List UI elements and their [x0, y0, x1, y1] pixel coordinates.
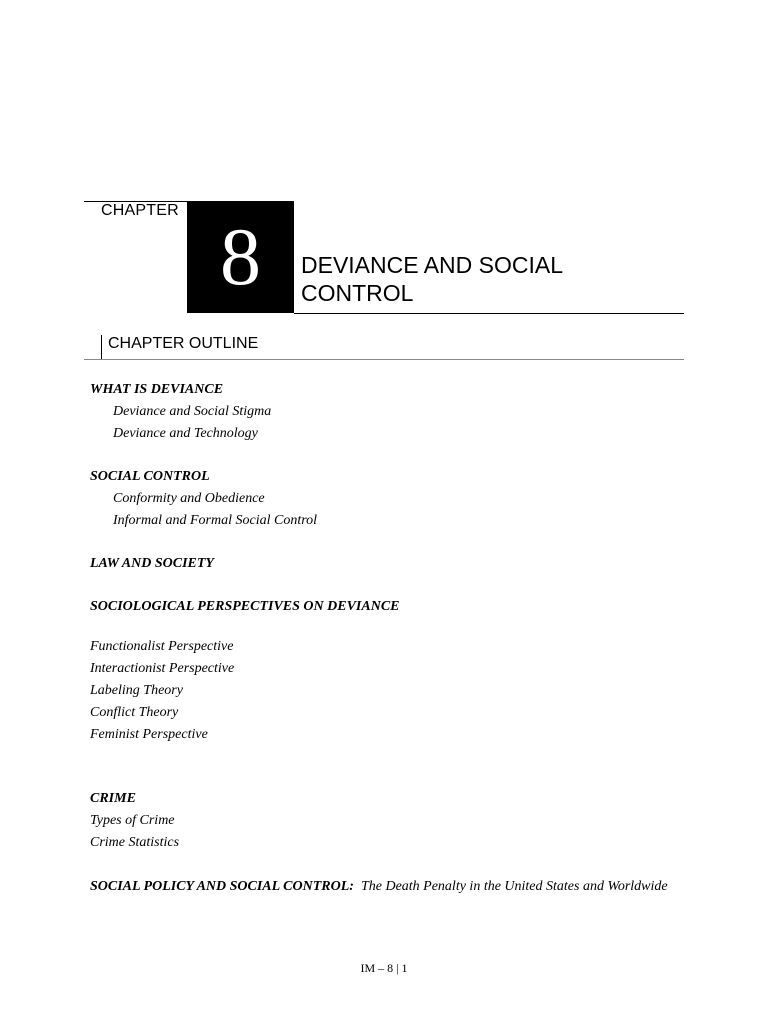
outline-item-feminist: Feminist Perspective — [90, 727, 208, 742]
outline-heading-crime: CRIME — [90, 791, 136, 806]
outline-heading-perspectives: SOCIOLOGICAL PERSPECTIVES ON DEVIANCE — [90, 599, 400, 614]
page-footer: IM – 8 | 1 — [360, 961, 408, 975]
outline-item-labeling: Labeling Theory — [90, 683, 183, 698]
outline-item-types-crime: Types of Crime — [90, 813, 175, 828]
chapter-number: 8 — [220, 211, 261, 302]
outline-heading-law-society: LAW AND SOCIETY — [90, 556, 214, 571]
outline-heading-what-is-deviance: WHAT IS DEVIANCE — [90, 382, 224, 397]
outline-item-crime-stats: Crime Statistics — [90, 835, 180, 850]
title-rule — [294, 313, 684, 314]
outline-heading-social-control: SOCIAL CONTROL — [90, 469, 210, 484]
outline-heading: CHAPTER OUTLINE — [108, 335, 259, 352]
chapter-number-box — [187, 201, 294, 313]
outline-heading-social-policy: SOCIAL POLICY AND SOCIAL CONTROL: — [90, 879, 354, 894]
outline-item-functionalist: Functionalist Perspective — [90, 639, 234, 654]
outline-item-conformity: Conformity and Obedience — [113, 491, 265, 506]
chapter-label: CHAPTER — [101, 202, 179, 219]
outline-social-policy — [90, 878, 680, 896]
outline-item-interactionist: Interactionist Perspective — [90, 661, 235, 676]
outline-item-deviance-stigma: Deviance and Social Stigma — [113, 404, 272, 419]
outline-rule — [84, 359, 684, 360]
chapter-title-line1: DEVIANCE AND SOCIAL — [301, 252, 564, 278]
outline-item-death-penalty: The Death Penalty in the United States and Worldwide — [360, 879, 668, 894]
outline-item-conflict: Conflict Theory — [90, 705, 179, 720]
outline-item-deviance-technology: Deviance and Technology — [113, 426, 258, 441]
outline-item-informal-formal: Informal and Formal Social Control — [113, 513, 318, 528]
outline-bar — [101, 335, 102, 359]
chapter-title-line2: CONTROL — [301, 280, 414, 306]
chapter-title — [301, 251, 681, 307]
